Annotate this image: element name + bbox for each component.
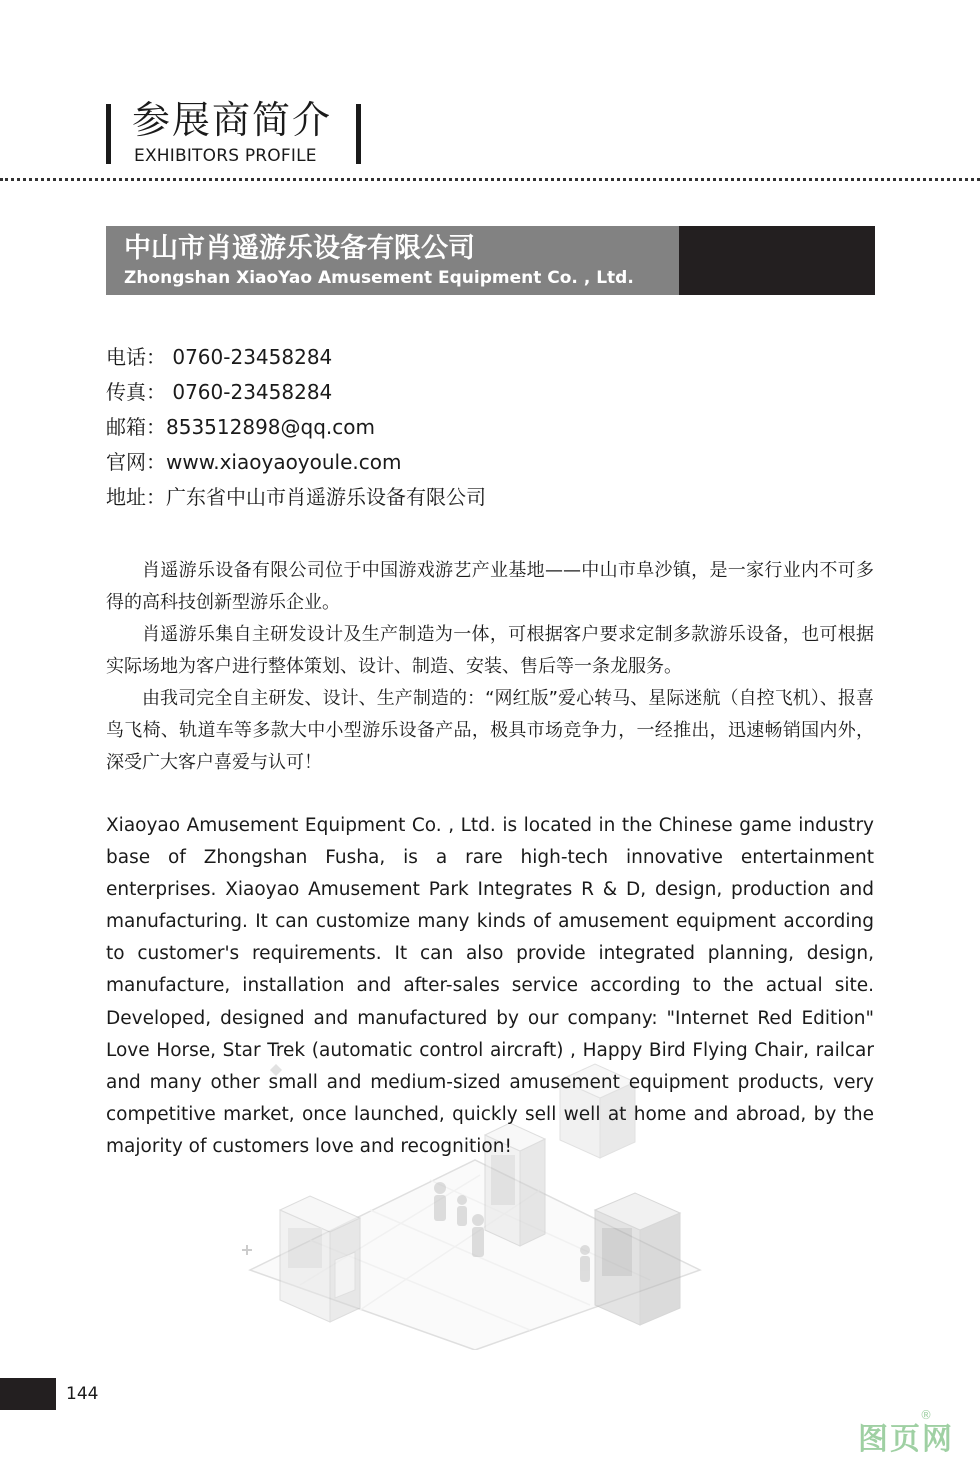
page-number: 144 <box>66 1384 99 1404</box>
header-bar-right <box>356 104 361 164</box>
page-subtitle: EXHIBITORS PROFILE <box>134 146 317 166</box>
page-title: 参展商简介 <box>132 98 333 142</box>
intro-en: Xiaoyao Amusement Equipment Co. , Ltd. is located in the Chinese game industry base of Zhongshan Fusha, is a rare high-tech innovative entertainment enterprises. Xiaoyao Amusement Park Integrates R & D, design, production and manufacturing. It can customize many kinds of amusement equipment according to customer's requirements. It can also provide integrated planning, design, manufacture, installation and after-sales service according to the actual site. Developed, designed and manufactured by our company: "Internet Red Edition" Love Horse, Star Trek (automatic control aircraft) , Happy Bird Flying Chair, railcar and many other small and medium-sized amusement equipment products, very competitive market, once launched, quickly sell well at home and abroad, by the majority of customers love and recognition! <box>106 815 874 1157</box>
intro-cn-paragraph: 肖遥游乐集自主研发设计及生产制造为一体，可根据客户要求定制多款游乐设备，也可根据实际场地为客户进行整体策划、设计、制造、安装、售后等一条龙服务。 <box>106 624 874 677</box>
contact-value: 0760-23458284 <box>166 380 333 404</box>
contact-label: 传真： <box>106 380 166 404</box>
contact-website <box>106 445 866 480</box>
watermark-logo: 图页网 <box>858 1422 954 1457</box>
intro-cn-paragraph: 由我司完全自主研发、设计、生产制造的：“网红版”爱心转马、星际迷航（自控飞机）、报喜鸟飞椅、轨道车等多款大中小型游乐设备产品，极具市场竞争力，一经推出，迅速畅销国内外，深受广大客户喜爱与认可！ <box>106 688 874 773</box>
company-name-cn: 中山市肖遥游乐设备有限公司 <box>124 233 475 264</box>
header-bar-left <box>106 104 111 164</box>
dotted-divider <box>0 178 980 181</box>
contact-fax <box>106 375 866 410</box>
contact-label: 官网： <box>106 450 166 474</box>
contact-label: 电话： <box>106 345 166 369</box>
registered-mark: ® <box>920 1408 932 1422</box>
intro-cn-paragraph: 肖遥游乐设备有限公司位于中国游戏游艺产业基地——中山市阜沙镇，是一家行业内不可多得的高科技创新型游乐企业。 <box>106 560 874 613</box>
contact-value: www.xiaoyaoyoule.com <box>166 450 402 474</box>
contact-value: 0760-23458284 <box>166 345 333 369</box>
contact-phone <box>106 340 866 375</box>
intro-cn <box>106 555 874 779</box>
contact-value: 853512898@qq.com <box>166 415 375 439</box>
contact-address <box>106 480 866 515</box>
contact-email <box>106 410 866 445</box>
company-name-en: Zhongshan XiaoYao Amusement Equipment Co. , Ltd. <box>124 268 634 288</box>
contact-info <box>106 340 866 515</box>
page-number-block <box>0 1378 56 1410</box>
contact-label: 邮箱： <box>106 415 166 439</box>
company-banner-accent <box>679 226 875 295</box>
contact-value: 广东省中山市肖遥游乐设备有限公司 <box>166 485 486 509</box>
contact-label: 地址： <box>106 485 166 509</box>
